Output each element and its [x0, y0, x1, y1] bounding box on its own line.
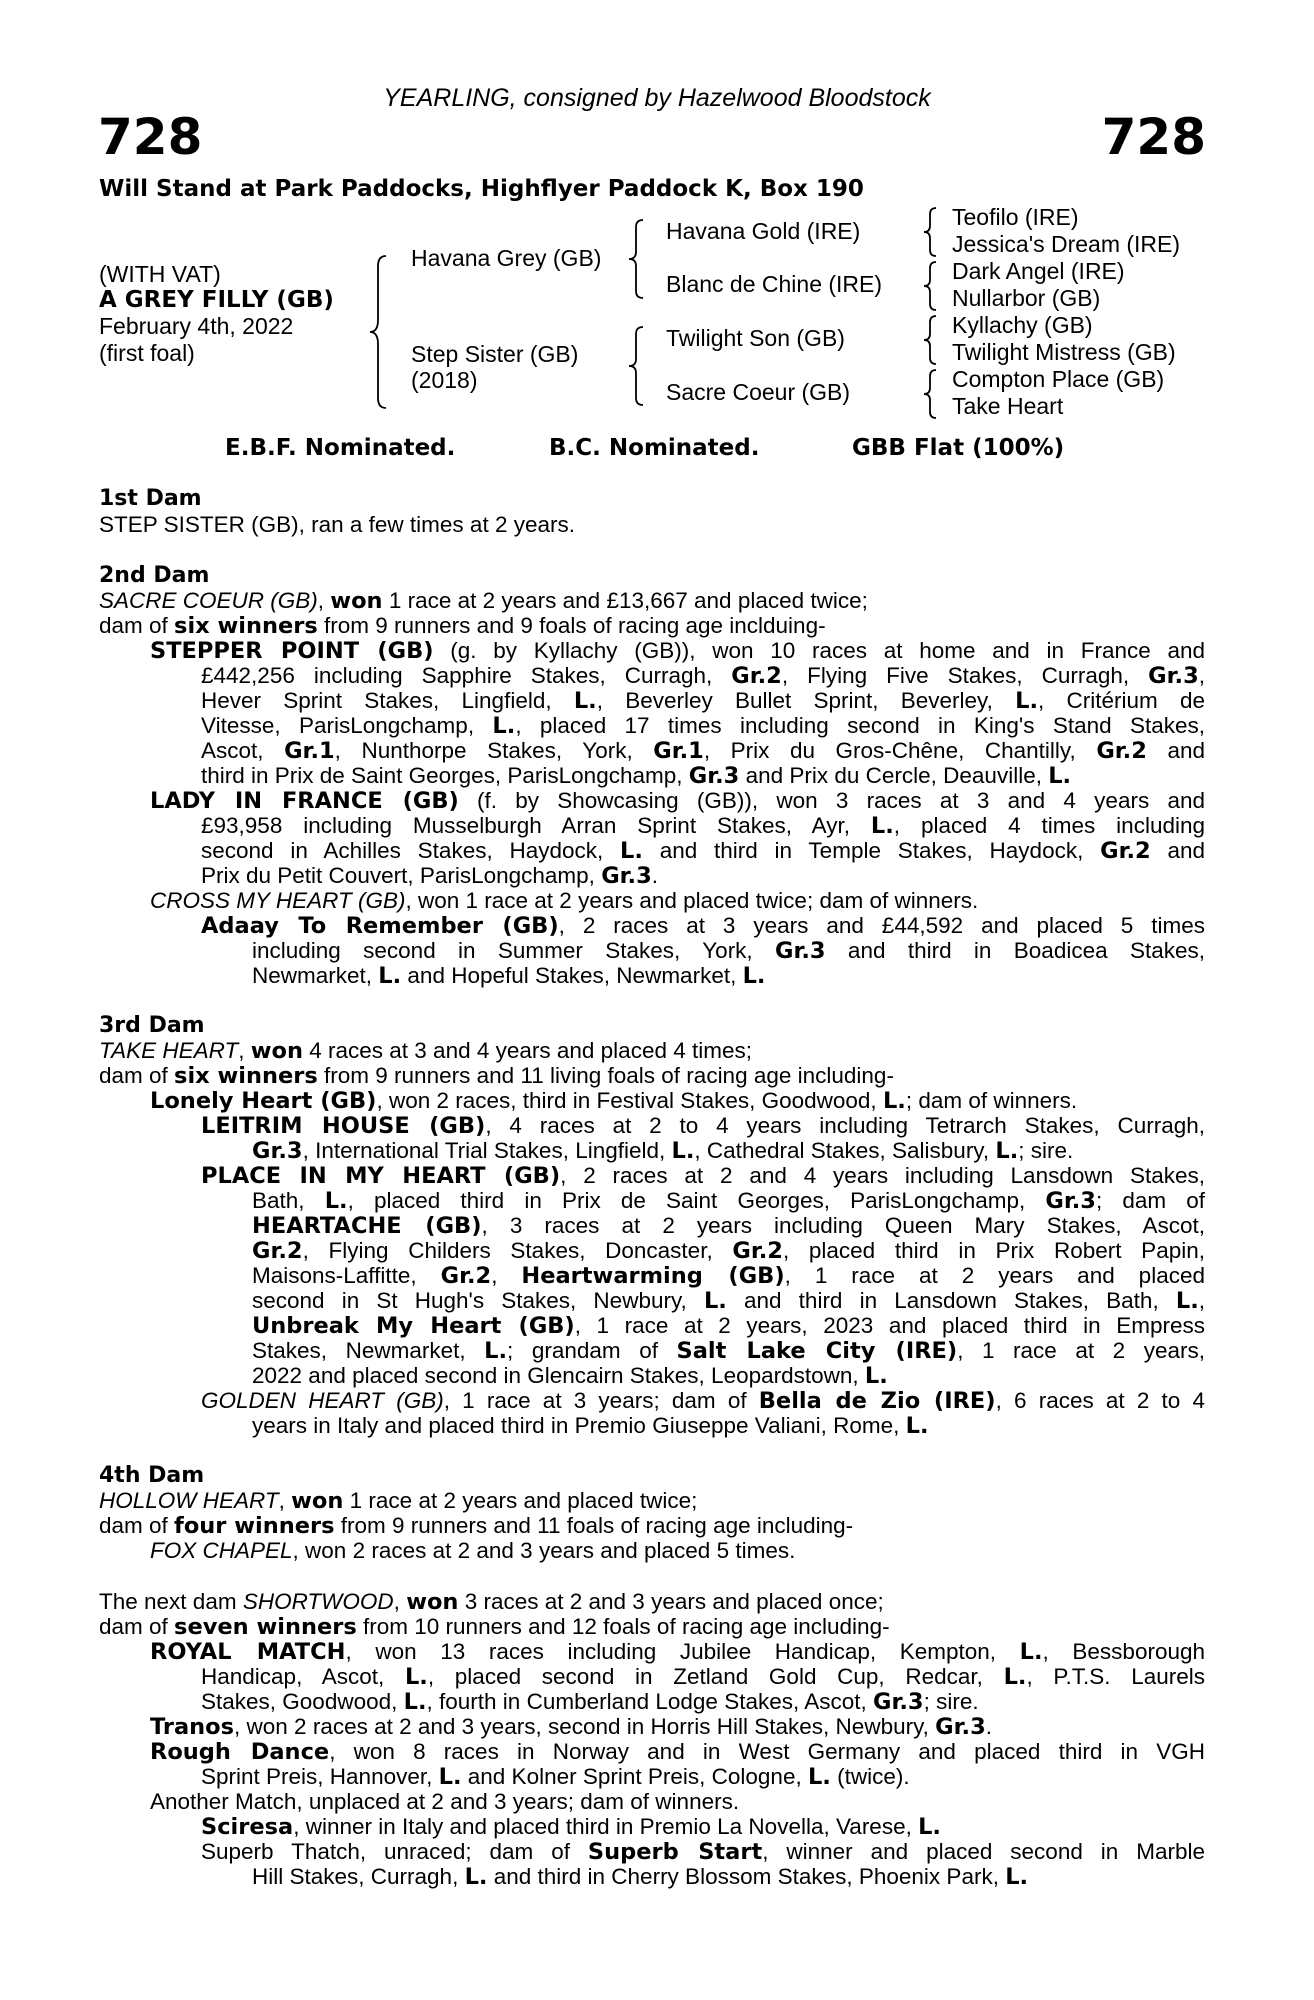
- gg-5: Kyllachy (GB): [952, 312, 1093, 338]
- grade: Gr.3: [873, 1689, 924, 1715]
- text: and: [1150, 838, 1205, 863]
- grade: L.: [484, 1338, 508, 1364]
- progeny-line: [252, 938, 1205, 964]
- grade: L.: [807, 1764, 831, 1790]
- foaling-date: February 4th, 2022: [99, 313, 294, 339]
- text: ; grandam of: [507, 1338, 677, 1363]
- progeny-line: [252, 1864, 1028, 1890]
- text: 4 races at 3 and 4 years and placed 4 times;: [302, 1038, 752, 1063]
- progeny-name: Lonely Heart (GB): [150, 1088, 377, 1114]
- progeny-line: [150, 888, 978, 913]
- text: , 6 races at 2 to 4: [995, 1388, 1205, 1413]
- vat-note: (WITH VAT): [99, 261, 221, 287]
- gg-6: Twilight Mistress (GB): [952, 339, 1176, 365]
- progeny-line: [150, 788, 1205, 814]
- progeny-line: [201, 1388, 1205, 1414]
- progeny-line: [201, 663, 1205, 689]
- text: , won 1 race at 2 years and placed twice; dam of winners.: [405, 888, 979, 913]
- text: and third in Lansdown Stakes, Bath,: [726, 1288, 1176, 1313]
- brace-g3: [922, 314, 944, 366]
- text: Maisons-Laffitte,: [252, 1263, 441, 1288]
- second-dam-produce-line: [99, 613, 826, 639]
- text: from 9 runners and 9 foals of racing age inclduing-: [317, 613, 826, 638]
- first-dam-heading: 1st Dam: [99, 486, 202, 511]
- won-label: won: [250, 1038, 303, 1064]
- text: ,: [1198, 1288, 1206, 1313]
- grade: L.: [404, 1664, 428, 1690]
- progeny-name: ROYAL MATCH: [150, 1639, 346, 1665]
- grade: L.: [703, 1288, 727, 1314]
- progeny-name: Adaay To Remember (GB): [201, 913, 559, 939]
- grade: Gr.2: [252, 1238, 303, 1264]
- text: , 1 race at 3 years; dam of: [443, 1388, 759, 1413]
- text: ,: [393, 1589, 407, 1614]
- text: , International Trial Stakes, Lingfield,: [302, 1138, 672, 1163]
- grade: L.: [324, 1188, 348, 1214]
- horse-name: A GREY FILLY (GB): [99, 287, 334, 313]
- winners-count: seven winners: [174, 1614, 357, 1640]
- text: Bath,: [252, 1188, 325, 1213]
- grade: Gr.3: [1148, 663, 1199, 689]
- first-dam-line: STEP SISTER (GB), ran a few times at 2 years.: [99, 512, 575, 537]
- second-dam-line: [99, 588, 868, 614]
- progeny-name: Unbreak My Heart (GB): [252, 1313, 575, 1339]
- text: ,: [317, 588, 331, 613]
- brace-g2: [922, 260, 944, 312]
- text: dam of: [99, 613, 175, 638]
- progeny-name: Rough Dance: [150, 1739, 330, 1765]
- text: Another Match, unplaced at 2 and 3 years; dam of winners.: [150, 1789, 740, 1814]
- text: , P.T.S. Laurels: [1026, 1664, 1205, 1689]
- text: and: [1146, 738, 1205, 763]
- progeny-line: [252, 1363, 888, 1389]
- text: , 3 races at 2 years including Queen Mary Stakes, Ascot,: [481, 1213, 1205, 1238]
- lot-number-right: 728: [1101, 108, 1206, 166]
- grade: Gr.3: [688, 763, 740, 789]
- text: and third in Cherry Blossom Stakes, Phoenix Park,: [487, 1864, 1006, 1889]
- progeny-line: [252, 1188, 1205, 1214]
- progeny-name: HEARTACHE (GB): [252, 1213, 482, 1239]
- third-dam-line: [99, 1038, 752, 1064]
- grade: L.: [492, 713, 516, 739]
- text: and Hopeful Stakes, Newmarket,: [401, 963, 743, 988]
- foal-note: (first foal): [99, 340, 195, 366]
- gbb-flat: GBB Flat (100%): [852, 435, 1065, 461]
- text: Sprint Preis, Hannover,: [201, 1764, 439, 1789]
- text: , won 2 races, third in Festival Stakes, Goodwood,: [376, 1088, 883, 1113]
- text: , won 2 races at 2 and 3 years and placed 5 times.: [292, 1538, 796, 1563]
- progeny-name: Bella de Zio (IRE): [758, 1388, 996, 1414]
- text: , 1 race at 2 years and placed: [784, 1263, 1205, 1288]
- text: , placed third in Prix de Saint Georges, ParisLongchamp,: [347, 1188, 1046, 1213]
- progeny-name: PLACE IN MY HEART (GB): [201, 1163, 561, 1189]
- progeny-name: Tranos: [150, 1714, 235, 1740]
- sire-dam: Blanc de Chine (IRE): [666, 271, 883, 297]
- text: dam of: [99, 1513, 175, 1538]
- text: Handicap, Ascot,: [201, 1664, 405, 1689]
- text: from 10 runners and 12 foals of racing age including-: [356, 1614, 890, 1639]
- dam-name: TAKE HEART: [99, 1038, 239, 1063]
- text: from 9 runners and 11 living foals of racing age including-: [317, 1063, 894, 1088]
- text: , winner and placed second in Marble: [762, 1839, 1205, 1864]
- grade: L.: [882, 1088, 906, 1114]
- text: and third in Boadicea Stakes,: [825, 938, 1205, 963]
- progeny-line: [201, 713, 1205, 739]
- text: including second in Summer Stakes, York,: [252, 938, 776, 963]
- text: Hever Sprint Stakes, Lingfield,: [201, 688, 574, 713]
- progeny-line: [252, 1213, 1205, 1239]
- text: Superb Thatch, unraced; dam of: [201, 1839, 588, 1864]
- progeny-line: [201, 1764, 910, 1790]
- progeny-line: [150, 1714, 992, 1740]
- text: ; sire.: [1018, 1138, 1074, 1163]
- grade: L.: [1003, 1664, 1027, 1690]
- text: £93,958 including Musselburgh Arran Sprint Stakes, Ayr,: [201, 813, 871, 838]
- progeny-line: [252, 1338, 1205, 1364]
- grade: L.: [671, 1138, 695, 1164]
- text: , won 13 races including Jubilee Handicap, Kempton,: [345, 1639, 1020, 1664]
- grade: Gr.2: [732, 1238, 783, 1264]
- progeny-line: [201, 1689, 979, 1715]
- progeny-line: [201, 763, 1071, 789]
- text: , Beverley Bullet Sprint, Beverley,: [596, 688, 1016, 713]
- grade: Gr.1: [284, 738, 335, 764]
- progeny-line: [201, 913, 1205, 939]
- text: Prix du Petit Couvert, ParisLongchamp,: [201, 863, 602, 888]
- text: ; dam of winners.: [905, 1088, 1078, 1113]
- progeny-line: [201, 1664, 1205, 1690]
- text: ,: [238, 1038, 251, 1063]
- text: .: [651, 863, 659, 888]
- text: , winner in Italy and placed third in Premio La Novella, Varese,: [293, 1814, 919, 1839]
- text: , fourth in Cumberland Lodge Stakes, Ascot,: [426, 1689, 874, 1714]
- grade: L.: [918, 1814, 941, 1840]
- dam-sire: Twilight Son (GB): [666, 325, 845, 351]
- progeny-line: [150, 1789, 739, 1814]
- won-label: won: [406, 1589, 459, 1615]
- grade: L.: [1015, 688, 1038, 714]
- text: dam of: [99, 1614, 175, 1639]
- grade: Gr.1: [653, 738, 704, 764]
- progeny-line: [201, 813, 1205, 839]
- grade: Gr.2: [440, 1263, 492, 1289]
- progeny-line: [150, 1088, 1077, 1114]
- winners-count: six winners: [174, 1063, 318, 1089]
- text: Vitesse, ParisLongchamp,: [201, 713, 493, 738]
- grade: L.: [742, 963, 766, 989]
- fourth-dam-line: [99, 1488, 697, 1514]
- text: , Bessborough: [1042, 1639, 1205, 1664]
- next-dam-produce-line: [99, 1614, 890, 1640]
- grade: L.: [403, 1689, 427, 1715]
- progeny-line: [201, 1163, 1205, 1189]
- grade: L.: [864, 1363, 888, 1389]
- text: and third in Temple Stakes, Haydock,: [642, 838, 1101, 863]
- text: , 4 races at 2 to 4 years including Tetrarch Stakes, Curragh,: [485, 1113, 1205, 1138]
- text: , 1 race at 2 years,: [957, 1338, 1205, 1363]
- grade: L.: [573, 688, 597, 714]
- text: ; dam of: [1095, 1188, 1205, 1213]
- progeny-name: GOLDEN HEART (GB): [201, 1388, 444, 1413]
- third-dam-produce-line: [99, 1063, 894, 1089]
- text: ,: [278, 1488, 292, 1513]
- won-label: won: [291, 1488, 344, 1514]
- grade: Gr.3: [1045, 1188, 1096, 1214]
- progeny-line: [201, 1814, 941, 1840]
- gg-8: Take Heart: [952, 393, 1064, 419]
- winners-count: six winners: [174, 613, 318, 639]
- text: Ascot,: [201, 738, 285, 763]
- progeny-line: [252, 1138, 1073, 1164]
- dam-dam: Sacre Coeur (GB): [666, 379, 851, 405]
- text: ,: [491, 1263, 522, 1288]
- fourth-dam-heading: 4th Dam: [99, 1463, 205, 1488]
- progeny-name: STEPPER POINT (GB): [150, 638, 434, 664]
- grade: L.: [1048, 763, 1072, 789]
- grade: Gr.3: [252, 1138, 303, 1164]
- brace-sire: [627, 218, 651, 300]
- dam-name: SACRE COEUR (GB): [99, 588, 318, 613]
- progeny-line: [201, 738, 1205, 764]
- consignment-line: YEARLING, consigned by Hazelwood Bloodstock: [383, 84, 931, 112]
- text: (f. by Showcasing (GB)), won 3 races at 3 and 4 years and: [458, 788, 1205, 813]
- progeny-line: [201, 863, 658, 889]
- text: 2022 and placed second in Glencairn Stakes, Leopardstown,: [252, 1363, 865, 1388]
- progeny-name: LEITRIM HOUSE (GB): [201, 1113, 486, 1139]
- brace-g4: [922, 368, 944, 420]
- text: (g. by Kyllachy (GB)), won 10 races at home and in France and: [433, 638, 1205, 663]
- dam-year: (2018): [411, 367, 478, 393]
- grade: L.: [464, 1864, 488, 1890]
- lot-number-left: 728: [98, 108, 203, 166]
- gg-7: Compton Place (GB): [952, 366, 1165, 392]
- text: .: [985, 1714, 992, 1739]
- won-label: won: [330, 588, 383, 614]
- text: Stakes, Newmarket,: [252, 1338, 485, 1363]
- text: , Flying Five Stakes, Curragh,: [781, 663, 1149, 688]
- grade: L.: [438, 1764, 462, 1790]
- progeny-line: [252, 963, 765, 989]
- grade: L.: [905, 1413, 929, 1439]
- text: , Nunthorpe Stakes, York,: [334, 738, 654, 763]
- gg-3: Dark Angel (IRE): [952, 258, 1125, 284]
- brace-main: [368, 254, 398, 410]
- progeny-line: [201, 1113, 1205, 1139]
- text: (twice).: [830, 1764, 910, 1789]
- text: third in Prix de Saint Georges, ParisLongchamp,: [201, 763, 689, 788]
- text: Newmarket,: [252, 963, 379, 988]
- grade: L.: [870, 813, 894, 839]
- progeny-name: Sciresa: [201, 1814, 294, 1840]
- ebf-nomination: E.B.F. Nominated.: [225, 435, 456, 461]
- text: , won 8 races in Norway and in West Germany and placed third in VGH: [329, 1739, 1206, 1764]
- text: , Prix du Gros-Chêne, Chantilly,: [703, 738, 1097, 763]
- text: 3 races at 2 and 3 years and placed once;: [458, 1589, 884, 1614]
- text: and Prix du Cercle, Deauville,: [739, 763, 1049, 788]
- progeny-line: [150, 1639, 1205, 1665]
- progeny-name: CROSS MY HEART (GB): [150, 888, 406, 913]
- progeny-line: [252, 1413, 929, 1439]
- second-dam-heading: 2nd Dam: [99, 563, 210, 588]
- progeny-name: Salt Lake City (IRE): [676, 1338, 958, 1364]
- gg-1: Teofilo (IRE): [952, 204, 1079, 230]
- grade: L.: [1175, 1288, 1199, 1314]
- gg-4: Nullarbor (GB): [952, 285, 1101, 311]
- text: years in Italy and placed third in Premio Giuseppe Valiani, Rome,: [252, 1413, 906, 1438]
- text: dam of: [99, 1063, 175, 1088]
- gg-2: Jessica's Dream (IRE): [952, 231, 1181, 257]
- progeny-line: [150, 1739, 1205, 1765]
- text: , Flying Childers Stakes, Doncaster,: [302, 1238, 733, 1263]
- text: ,: [1198, 663, 1205, 688]
- third-dam-heading: 3rd Dam: [99, 1013, 205, 1038]
- grade: L.: [378, 963, 402, 989]
- text: ; sire.: [923, 1689, 979, 1714]
- brace-dam: [627, 325, 651, 407]
- text: , placed 4 times including: [893, 813, 1205, 838]
- text: £442,256 including Sapphire Stakes, Curragh,: [201, 663, 732, 688]
- dam: Step Sister (GB): [411, 341, 579, 367]
- progeny-name: FOX CHAPEL: [150, 1538, 293, 1563]
- text: 1 race at 2 years and £13,667 and placed twice;: [382, 588, 868, 613]
- text: , placed third in Prix Robert Papin,: [782, 1238, 1205, 1263]
- text: second in Achilles Stakes, Haydock,: [201, 838, 621, 863]
- progeny-line: [201, 688, 1205, 714]
- progeny-line: [150, 1538, 795, 1563]
- progeny-line: [252, 1238, 1205, 1264]
- winners-count: four winners: [174, 1513, 335, 1539]
- grade: Gr.2: [731, 663, 782, 689]
- grade: L.: [995, 1138, 1019, 1164]
- text: Hill Stakes, Curragh,: [252, 1864, 465, 1889]
- dam-name: HOLLOW HEART: [99, 1488, 279, 1513]
- fourth-dam-produce-line: [99, 1513, 853, 1539]
- text: , 2 races at 3 years and £44,592 and placed 5 times: [558, 913, 1205, 938]
- grade: Gr.3: [601, 863, 652, 889]
- progeny-line: [150, 638, 1205, 664]
- brace-g1: [922, 206, 944, 258]
- text: Stakes, Goodwood,: [201, 1689, 404, 1714]
- text: , 1 race at 2 years, 2023 and placed third in Empress: [574, 1313, 1205, 1338]
- text: , placed 17 times including second in King's Stand Stakes,: [515, 713, 1205, 738]
- progeny-line: [252, 1288, 1205, 1314]
- grade: Gr.2: [1096, 738, 1147, 764]
- text: and Kolner Sprint Preis, Cologne,: [461, 1764, 808, 1789]
- text: , Critérium de: [1038, 688, 1205, 713]
- progeny-name: Superb Start: [587, 1839, 763, 1865]
- stand-location: Will Stand at Park Paddocks, Highflyer Paddock K, Box 190: [99, 176, 864, 202]
- next-dam-line: [99, 1589, 884, 1615]
- text: , Cathedral Stakes, Salisbury,: [694, 1138, 996, 1163]
- progeny-name: LADY IN FRANCE (GB): [150, 788, 459, 814]
- progeny-name: Heartwarming (GB): [521, 1263, 785, 1289]
- progeny-line: [201, 1839, 1205, 1865]
- text: 1 race at 2 years and placed twice;: [343, 1488, 698, 1513]
- text: from 9 runners and 11 foals of racing age including-: [334, 1513, 854, 1538]
- grade: L.: [1019, 1639, 1043, 1665]
- sire-sire: Havana Gold (IRE): [666, 218, 861, 244]
- text: The next dam: [99, 1589, 243, 1614]
- progeny-line: [252, 1263, 1205, 1289]
- text: second in St Hugh's Stakes, Newbury,: [252, 1288, 704, 1313]
- dam-name: SHORTWOOD: [242, 1589, 394, 1614]
- grade: L.: [620, 838, 643, 864]
- grade: Gr.2: [1100, 838, 1151, 864]
- bc-nomination: B.C. Nominated.: [549, 435, 760, 461]
- text: , placed second in Zetland Gold Cup, Redcar,: [427, 1664, 1004, 1689]
- grade: Gr.3: [775, 938, 826, 964]
- grade: L.: [1005, 1864, 1029, 1890]
- text: , won 2 races at 2 and 3 years, second in Horris Hill Stakes, Newbury,: [234, 1714, 936, 1739]
- text: , 2 races at 2 and 4 years including Lansdown Stakes,: [560, 1163, 1205, 1188]
- progeny-line: [201, 838, 1205, 864]
- progeny-line: [252, 1313, 1205, 1339]
- sire: Havana Grey (GB): [411, 245, 602, 271]
- grade: Gr.3: [935, 1714, 986, 1740]
